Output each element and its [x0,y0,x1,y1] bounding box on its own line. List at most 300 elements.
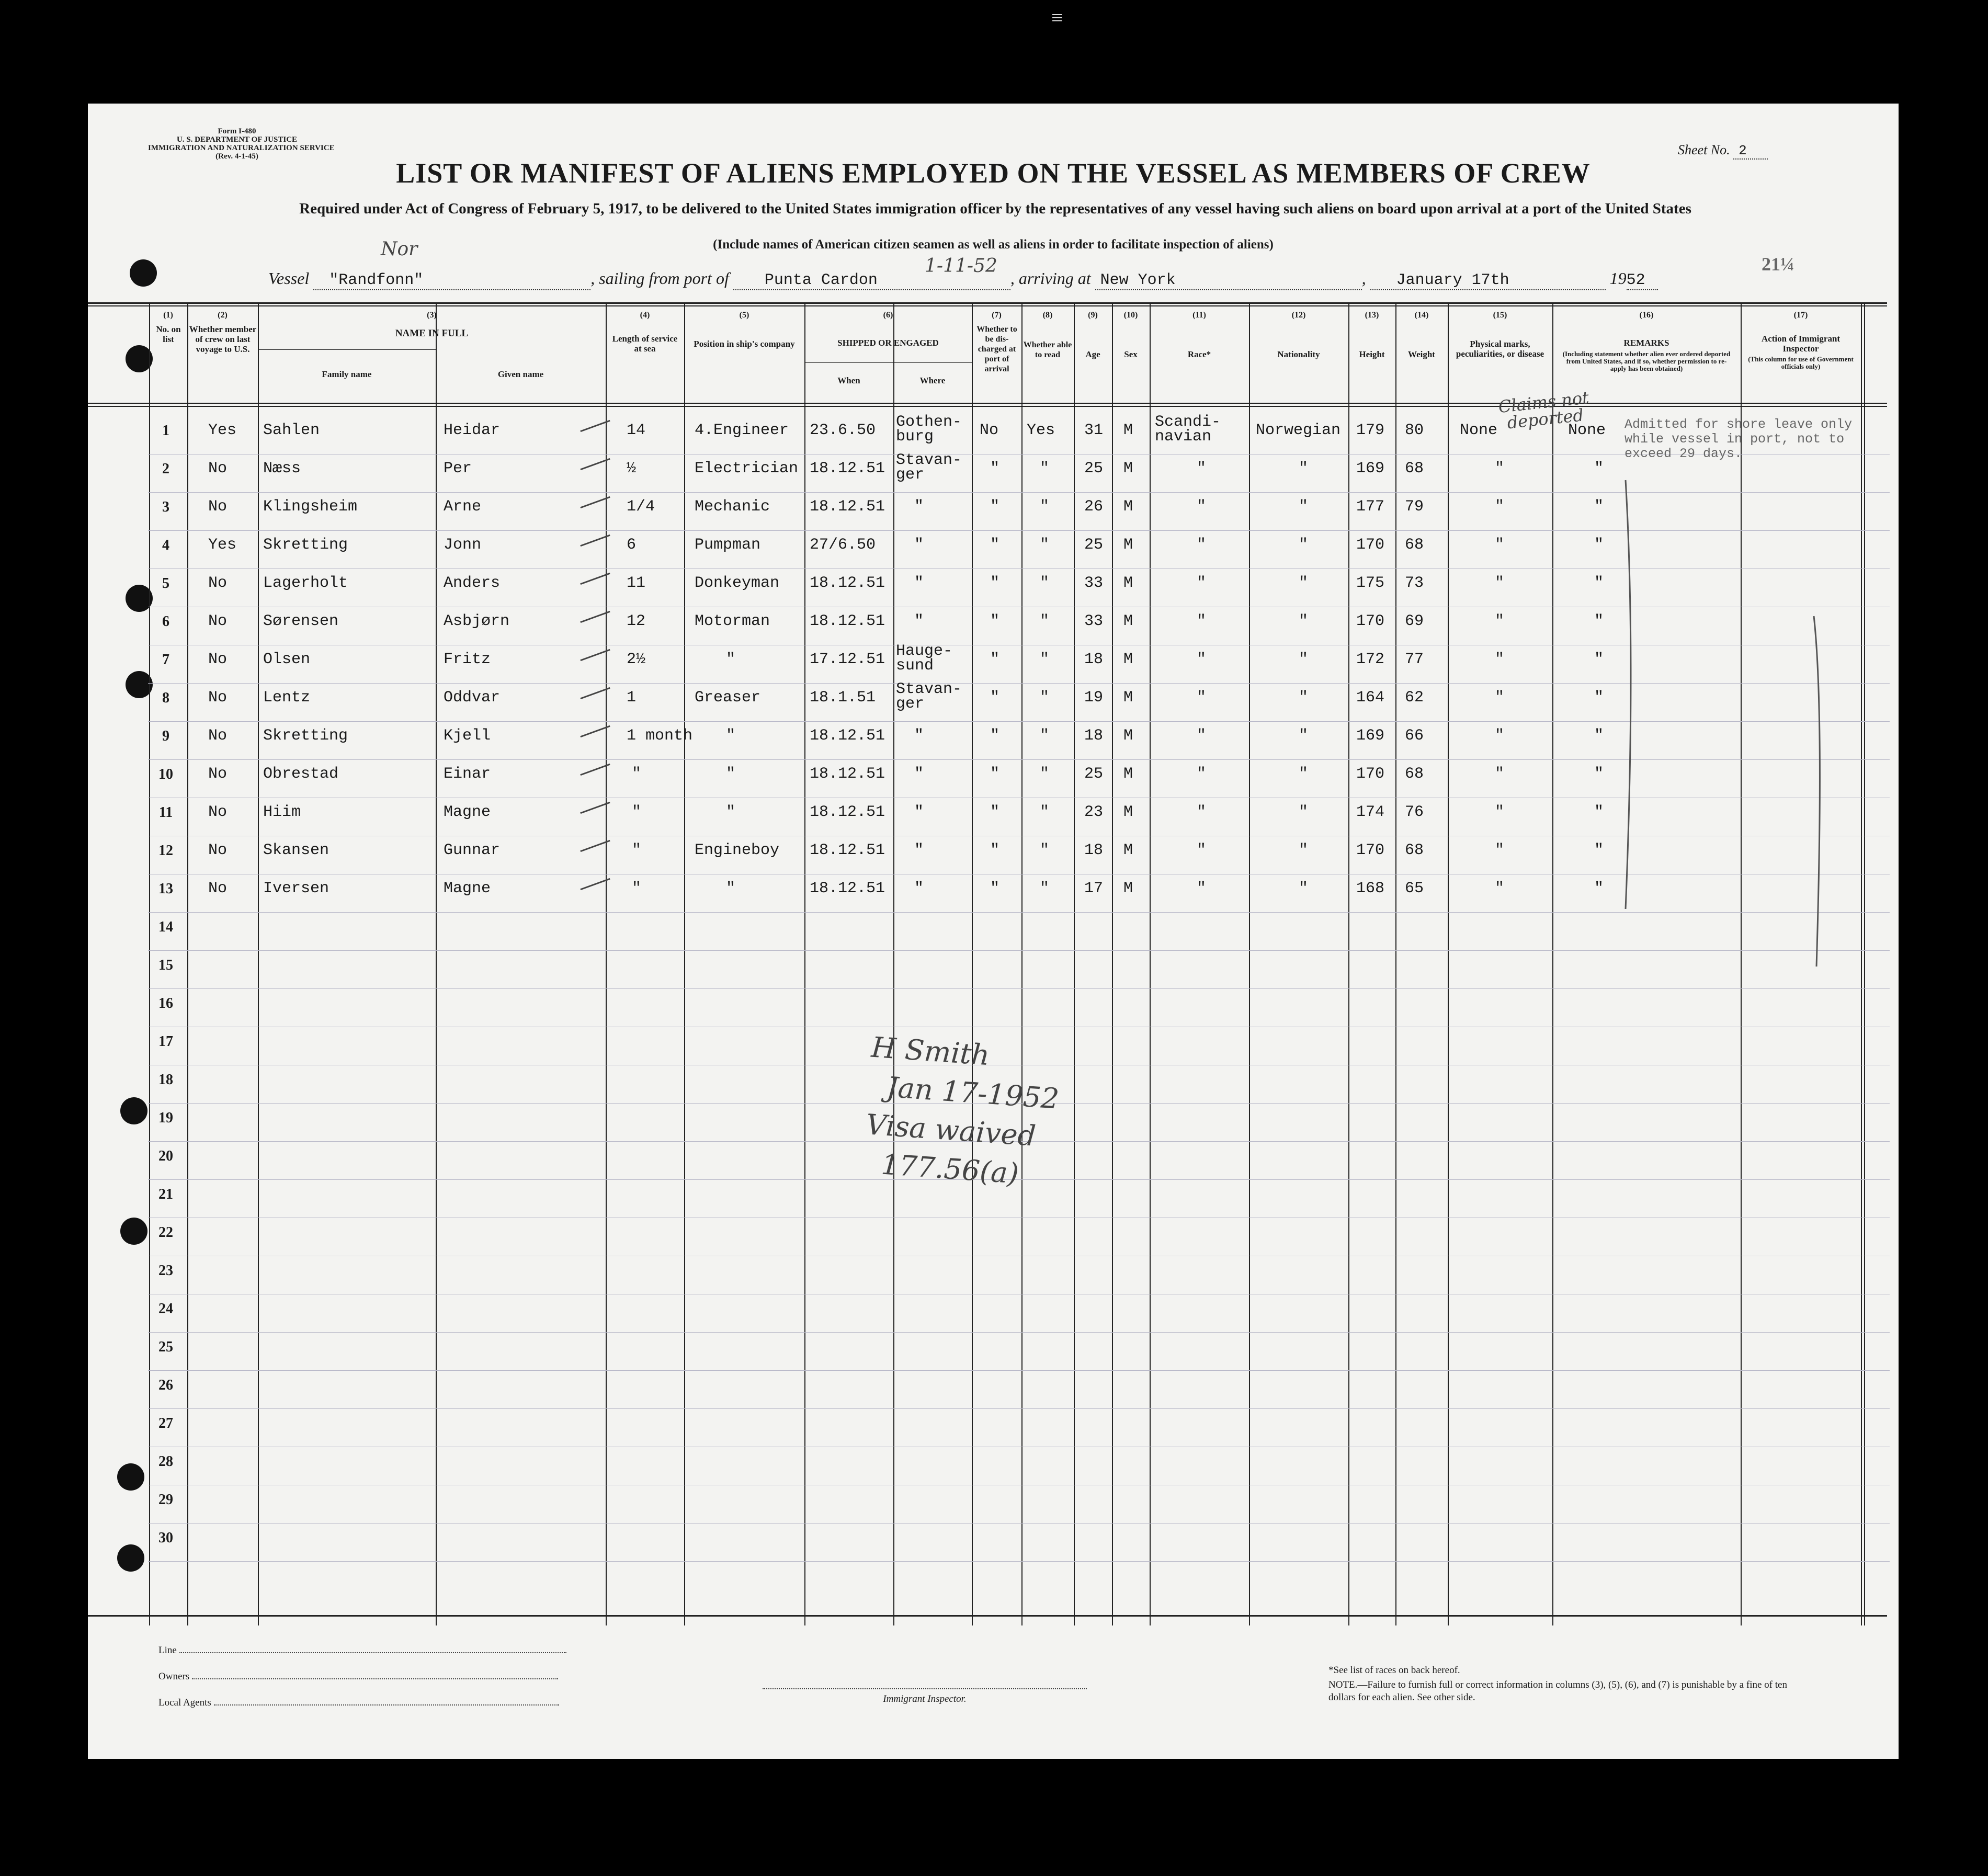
header-read: Whether able to read [1023,340,1072,359]
col-num: (6) [883,311,893,320]
header-sex: Sex [1124,349,1138,359]
cell-age: 33 [1084,612,1104,630]
cell-remarks: " [1594,574,1604,592]
cell-when: 18.12.51 [810,612,885,630]
cell-remarks: " [1594,651,1604,668]
cell-age: 23 [1084,803,1104,821]
cell-given: Fritz [444,651,491,668]
cell-service: " [632,880,642,897]
cell-disch: " [990,460,1000,477]
col-num: (16) [1639,311,1654,320]
cell-sex: M [1123,460,1133,477]
row-number: 25 [158,1339,173,1355]
cell-sex: M [1123,880,1133,897]
cell-given: Kjell [444,727,491,745]
cell-position: Mechanic [695,498,770,516]
col-num: (3) [427,311,437,320]
row-number: 28 [158,1453,173,1470]
cell-remarks: " [1594,727,1604,745]
cell-read: " [1040,689,1050,707]
cell-race: " [1197,689,1207,707]
cell-remarks: " [1594,689,1604,707]
page-title: LIST OR MANIFEST OF ALIENS EMPLOYED ON THE VESSEL AS MEMBERS OF CREW [396,157,1591,189]
header-family-name: Family name [322,369,372,379]
cell-nat: " [1299,689,1309,707]
cell-weight: 65 [1405,880,1424,897]
corner-number: 21¼ [1762,254,1794,275]
cell-sex: M [1123,803,1133,821]
row-number: 9 [162,728,169,744]
cell-prev: No [208,612,228,630]
cell-family: Iversen [263,880,330,897]
arrival-port: New York [1095,271,1362,290]
col-num: (5) [739,311,749,320]
cell-marks: " [1495,612,1505,630]
cell-weight: 62 [1405,689,1424,707]
footer-agents: Local Agents [158,1697,559,1709]
cell-when: 17.12.51 [810,651,885,668]
cell-marks: " [1495,574,1505,592]
cell-read: " [1040,842,1050,859]
row-number: 24 [158,1301,173,1317]
cell-height: 170 [1356,842,1385,859]
cell-weight: 68 [1405,842,1424,859]
cell-marks: " [1495,842,1505,859]
punch-hole [130,259,157,287]
penalty-note: NOTE.—Failure to furnish full or correct information in columns (3), (5), (6), and (7) is punishable by a fine of ten dollars for each alien. See other side. [1328,1679,1787,1703]
cell-disch: " [990,536,1000,554]
cell-nat: " [1299,574,1309,592]
cell-when: 18.12.51 [810,842,885,859]
cell-nat: " [1299,842,1309,859]
cell-disch: " [990,727,1000,745]
row-number: 29 [158,1492,173,1508]
footer-owners: Owners [158,1671,558,1682]
cell-prev: No [208,727,228,745]
cell-prev: No [208,842,228,859]
cell-when: 18.1.51 [810,689,876,707]
cell-weight: 80 [1405,422,1424,439]
row-number: 19 [158,1110,173,1126]
arrival-year: 52 [1627,271,1658,290]
cell-sex: M [1123,612,1133,630]
cell-race: " [1197,536,1207,554]
cell-height: 164 [1356,689,1385,707]
row-number: 23 [158,1263,173,1279]
row-number: 6 [162,613,169,630]
cell-read: " [1040,727,1050,745]
row-number: 15 [158,957,173,973]
cell-disch: " [990,842,1000,859]
header-position: Position in ship's company [694,339,795,349]
departure-port: Punta Cardon [733,271,1010,290]
vessel-nationality-note: Nor [381,238,418,260]
cell-where: " [914,536,924,554]
cell-where: " [914,803,924,821]
cell-when: 18.12.51 [810,498,885,516]
cell-when: 18.12.51 [810,803,885,821]
crew-table [88,302,1899,1625]
cell-where: Gothen- burg [896,413,962,446]
cell-prev: No [208,651,228,668]
cell-sex: M [1123,727,1133,745]
cell-remarks: " [1594,612,1604,630]
col-num: (15) [1493,311,1507,320]
header-no-on-list: No. on list [156,324,181,344]
header-action: Action of Immigrant Inspector [1761,334,1841,354]
cell-position: " [726,803,736,821]
cell-family: Lentz [263,689,311,707]
cell-remarks: " [1594,880,1604,897]
col-num: (10) [1123,311,1138,320]
cell-age: 18 [1084,842,1104,859]
cell-remarks: None [1568,422,1606,439]
row-number: 21 [158,1186,173,1202]
cell-where: Stavan- ger [896,680,962,713]
cell-service: 1 month [627,727,693,745]
cell-read: " [1040,612,1050,630]
row-rule [148,1408,1890,1409]
cell-weight: 79 [1405,498,1424,516]
cell-where: " [914,574,924,592]
cell-service: " [632,765,642,783]
cell-disch: No [980,422,999,439]
vessel-name: "Randfonn" [313,271,590,290]
cell-remarks: " [1594,498,1604,516]
row-rule [148,1561,1890,1562]
cell-nat: " [1299,460,1309,477]
cell-position: Electrician [695,460,799,477]
cell-when: 18.12.51 [810,880,885,897]
row-number: 12 [158,843,173,859]
cell-nat: " [1299,536,1309,554]
cell-sex: M [1123,689,1133,707]
arrival-date: January 17th [1370,271,1606,290]
cell-sex: M [1123,498,1133,516]
cell-disch: " [990,651,1000,668]
col-num: (7) [992,311,1002,320]
cell-where: Stavan- ger [896,451,962,484]
scan-mark: ≡ [1051,6,1063,29]
cell-when: 18.12.51 [810,727,885,745]
cell-prev: Yes [208,422,237,439]
header-race: Race* [1187,349,1211,359]
cell-prev: No [208,460,228,477]
cell-given: Magne [444,880,491,897]
cell-race: " [1197,765,1207,783]
cell-when: 23.6.50 [810,422,876,439]
cell-family: Skansen [263,842,330,859]
cell-where: " [914,765,924,783]
row-rule [148,1370,1890,1371]
cell-race: " [1197,727,1207,745]
cell-disch: " [990,880,1000,897]
cell-position: " [726,765,736,783]
cell-position: " [726,880,736,897]
cell-race: " [1197,574,1207,592]
col-num: (12) [1291,311,1306,320]
cell-height: 168 [1356,880,1385,897]
row-number: 11 [158,804,173,821]
header-age: Age [1085,349,1100,359]
cell-age: 31 [1084,422,1104,439]
cell-age: 33 [1084,574,1104,592]
cell-family: Lagerholt [263,574,348,592]
cell-given: Magne [444,803,491,821]
row-number: 18 [158,1072,173,1088]
cell-race: " [1197,803,1207,821]
cell-when: 18.12.51 [810,765,885,783]
cell-read: " [1040,765,1050,783]
claims-annotation: Claims not deported [1497,388,1590,433]
cell-height: 172 [1356,651,1385,668]
cell-service: 11 [627,574,646,592]
cell-prev: No [208,689,228,707]
cell-marks: " [1495,803,1505,821]
cell-given: Gunnar [444,842,501,859]
cell-remarks: " [1594,842,1604,859]
cell-height: 170 [1356,536,1385,554]
cell-service: 2½ [627,651,646,668]
cell-marks: " [1495,727,1505,745]
cell-position: 4.Engineer [695,422,789,439]
cell-disch: " [990,574,1000,592]
cell-race: " [1197,880,1207,897]
cell-given: Asbjørn [444,612,510,630]
cell-height: 175 [1356,574,1385,592]
cell-age: 19 [1084,689,1104,707]
cell-marks: " [1495,536,1505,554]
cell-read: " [1040,574,1050,592]
cell-nat: " [1299,880,1309,897]
cell-given: Arne [444,498,482,516]
cell-height: 169 [1356,460,1385,477]
header-weight: Weight [1408,349,1435,359]
header-prev-voyage: Whether member of crew on last voyage to U.S. [189,324,257,354]
vessel-line: Vessel "Randfonn" , sailing from port of Punta Cardon , arriving at New York , January 17th 1952 [268,269,1658,290]
row-number: 7 [162,652,169,668]
col-num: (13) [1365,311,1379,320]
row-number: 8 [162,690,169,706]
cell-age: 26 [1084,498,1104,516]
cell-remarks: " [1594,536,1604,554]
cell-weight: 68 [1405,460,1424,477]
cell-where: " [914,612,924,630]
cell-height: 174 [1356,803,1385,821]
cell-family: Hiim [263,803,301,821]
cell-height: 170 [1356,612,1385,630]
cell-given: Heidar [444,422,501,439]
cell-marks: " [1495,880,1505,897]
cell-height: 170 [1356,765,1385,783]
cell-disch: " [990,765,1000,783]
cell-race: " [1197,651,1207,668]
col-num: (2) [218,311,228,320]
cell-weight: 69 [1405,612,1424,630]
cell-height: 179 [1356,422,1385,439]
header-shipped: SHIPPED OR ENGAGED [837,338,939,348]
cell-position: Greaser [695,689,761,707]
row-number: 22 [158,1224,173,1241]
row-number: 17 [158,1033,173,1050]
cell-when: 27/6.50 [810,536,876,554]
col-num: (8) [1042,311,1053,320]
cell-family: Skretting [263,727,348,745]
header-action-note: (This column for use of Government officials only) [1748,355,1854,370]
header-remarks-note: (Including statement whether alien ever ordered deported from United States, and if so, whether permission to re-apply has been obtained) [1562,350,1731,372]
cell-height: 169 [1356,727,1385,745]
cell-position: Donkeyman [695,574,780,592]
cell-where: " [914,880,924,897]
cell-weight: 76 [1405,803,1424,821]
cell-position: Engineboy [695,842,780,859]
cell-read: " [1040,651,1050,668]
cell-family: Obrestad [263,765,339,783]
cell-service: 12 [627,612,646,630]
row-number: 3 [162,499,169,515]
row-rule [148,1332,1890,1333]
col-num: (14) [1414,311,1429,320]
cell-remarks: " [1594,765,1604,783]
cell-read: " [1040,460,1050,477]
inspector-stamp: H Smith Jan 17-1952 Visa waived 177.56(a) [865,1030,1060,1190]
cell-sex: M [1123,422,1133,439]
cell-sex: M [1123,842,1133,859]
pen-marks [1605,449,1845,1024]
cell-sex: M [1123,574,1133,592]
cell-marks: " [1495,498,1505,516]
cell-family: Næss [263,460,301,477]
cell-height: 177 [1356,498,1385,516]
cell-given: Anders [444,574,501,592]
cell-family: Sørensen [263,612,339,630]
cell-service: 6 [627,536,637,554]
cell-read: " [1040,536,1050,554]
cell-service: 1 [627,689,637,707]
cell-age: 18 [1084,727,1104,745]
cell-given: Jonn [444,536,482,554]
cell-where: " [914,498,924,516]
shore-leave-annotation: Admitted for shore leave only while vessel in port, not to exceed 29 days. [1625,417,1853,461]
races-note: *See list of races on back hereof. [1328,1665,1460,1676]
cell-marks: " [1495,689,1505,707]
col-num: (9) [1088,311,1098,320]
header-when: When [837,376,860,385]
cell-given: Einar [444,765,491,783]
cell-family: Skretting [263,536,348,554]
cell-position: Motorman [695,612,770,630]
cell-weight: 77 [1405,651,1424,668]
col-num: (1) [163,311,173,320]
cell-prev: No [208,803,228,821]
cell-where: Hauge- sund [896,642,953,675]
cell-read: " [1040,498,1050,516]
cell-nat: " [1299,651,1309,668]
cell-given: Per [444,460,472,477]
cell-disch: " [990,612,1000,630]
cell-prev: No [208,574,228,592]
footer-line: Line [158,1645,566,1656]
cell-family: Sahlen [263,422,320,439]
row-number: 10 [158,766,173,782]
cell-where: " [914,727,924,745]
cell-remarks: " [1594,803,1604,821]
row-number: 5 [162,575,169,592]
cell-marks: " [1495,460,1505,477]
cell-nat: " [1299,727,1309,745]
cell-prev: Yes [208,536,237,554]
cell-weight: 66 [1405,727,1424,745]
header-where: Where [919,376,946,385]
cell-where: " [914,842,924,859]
cell-marks: " [1495,651,1505,668]
header-height: Height [1359,349,1385,359]
cell-age: 18 [1084,651,1104,668]
cell-when: 18.12.51 [810,460,885,477]
header-given-name: Given name [497,369,544,379]
row-number: 20 [158,1148,173,1164]
cell-race: " [1197,842,1207,859]
cell-prev: No [208,498,228,516]
include-note: (Include names of American citizen seamen as well as aliens in order to facilitate inspection of aliens) [713,237,1274,252]
cell-prev: No [208,765,228,783]
cell-read: " [1040,880,1050,897]
header-physical-marks: Physical marks, peculiarities, or disease [1456,339,1544,359]
cell-service: ½ [627,460,637,477]
row-number: 16 [158,995,173,1011]
row-number: 26 [158,1377,173,1393]
cell-service: " [632,803,642,821]
cell-remarks: " [1594,460,1604,477]
cell-given: Oddvar [444,689,501,707]
cell-read: " [1040,803,1050,821]
cell-position: " [726,727,736,745]
col-num: (4) [640,311,650,320]
inspector-signature: Immigrant Inspector. [763,1688,1087,1705]
cell-sex: M [1123,765,1133,783]
cell-read: Yes [1027,422,1055,439]
cell-age: 17 [1084,880,1104,897]
cell-family: Klingsheim [263,498,358,516]
cell-nat: " [1299,765,1309,783]
cell-race: " [1197,460,1207,477]
cell-sex: M [1123,536,1133,554]
header-service: Length of service at sea [612,334,678,354]
cell-weight: 73 [1405,574,1424,592]
cell-service: " [632,842,642,859]
row-number: 1 [162,423,169,439]
requirement-text: Required under Act of Congress of February 5, 1917, to be delivered to the United States immigration officer by the representatives of any vessel having such aliens on board upon arrival at a port of the United States [299,200,1691,217]
header-discharged: Whether to be dis-charged at port of arrival [976,325,1017,373]
cell-disch: " [990,803,1000,821]
col-num: (11) [1192,311,1206,320]
cell-nat: Norwegian [1256,422,1341,439]
cell-nat: " [1299,498,1309,516]
row-number: 14 [158,919,173,935]
col-num: (17) [1793,311,1808,320]
row-number: 4 [162,537,169,553]
row-number: 27 [158,1415,173,1431]
cell-weight: 68 [1405,536,1424,554]
header-name: NAME IN FULL [395,328,469,339]
cell-race: " [1197,498,1207,516]
cell-nat: " [1299,612,1309,630]
cell-position: " [726,651,736,668]
cell-age: 25 [1084,460,1104,477]
row-number: 2 [162,461,169,477]
cell-race: Scandi- navian [1155,413,1221,446]
cell-disch: " [990,498,1000,516]
